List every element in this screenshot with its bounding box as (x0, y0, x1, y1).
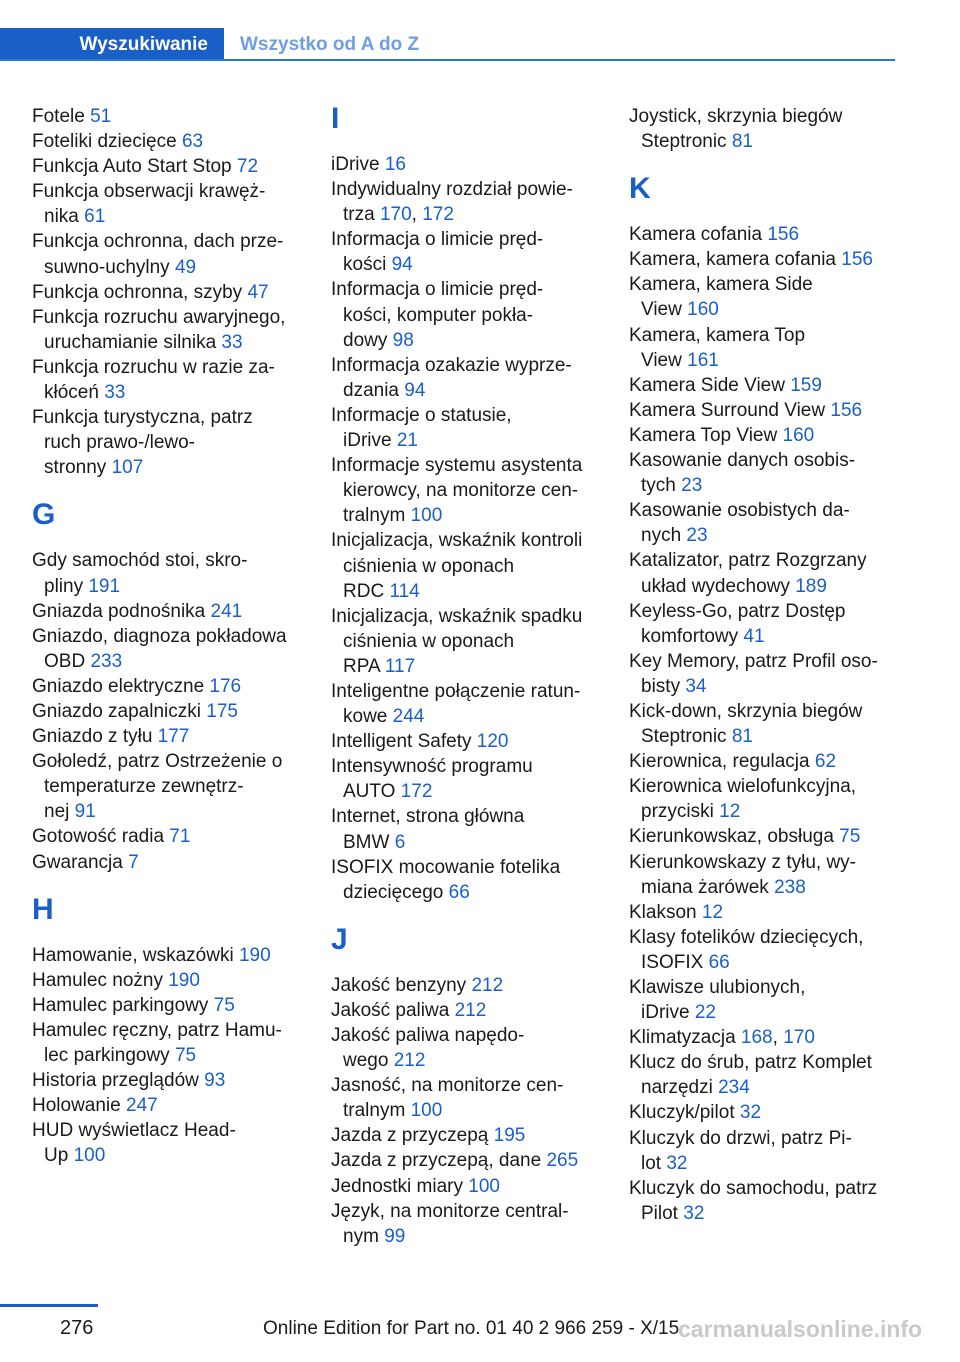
page-reference-link[interactable]: 33 (104, 382, 126, 404)
page-reference-link[interactable]: 156 (830, 399, 863, 421)
page-reference-link[interactable]: 176 (209, 675, 242, 697)
index-entry (629, 323, 895, 373)
index-entry (32, 674, 307, 699)
index-entry (32, 229, 307, 279)
index-term: Internet, strona główna BMW (331, 806, 525, 853)
index-entry (331, 973, 603, 998)
index-entry (32, 724, 307, 749)
index-term: Gniazdo z tyłu (32, 726, 158, 748)
index-entry (32, 548, 307, 598)
page-reference-link[interactable]: 191 (88, 575, 121, 597)
index-entry (629, 398, 895, 423)
page-reference-link[interactable]: 172 (422, 204, 454, 226)
index-term: Kamera, kamera Top View (629, 324, 806, 371)
index-entry (629, 649, 895, 699)
page-reference-link[interactable]: 12 (719, 801, 741, 823)
index-entry (629, 850, 895, 900)
page-reference-link[interactable]: 23 (681, 475, 703, 497)
reference-separator: , (772, 1027, 784, 1049)
page-reference-link[interactable]: 23 (686, 525, 708, 547)
index-term: Gniazdo zapalniczki (32, 700, 207, 722)
index-term: Informacje o statusie, iDrive (331, 404, 512, 452)
index-term: Kierownica wielofunkcyjna, przyciski (629, 776, 857, 823)
index-entry (629, 373, 895, 398)
index-column-3 (629, 104, 895, 1226)
index-term: ISOFIX mocowanie fotelika dziecięcego (331, 856, 561, 903)
index-term: Jazda z przyczepą (331, 1125, 494, 1147)
index-entry (32, 405, 307, 480)
index-entry (331, 604, 603, 679)
index-entry (331, 277, 603, 352)
index-term: Jakość paliwa napędo- wego (331, 1025, 525, 1072)
index-term: iDrive (331, 154, 385, 175)
index-term: Kierownica, regulacja (629, 751, 815, 773)
index-entry (629, 975, 895, 1025)
page-reference-link[interactable]: 190 (168, 969, 200, 991)
page-reference-link[interactable]: 212 (454, 999, 487, 1021)
index-entry (32, 355, 307, 405)
section-letter: G (32, 498, 56, 532)
index-term: Kamera cofania (629, 224, 768, 246)
index-term: Kamera Side View (629, 374, 791, 396)
index-term: Inicjalizacja, wskaźnik spadku ciśnienia w oponach RPA (331, 605, 583, 677)
page-reference-link[interactable]: 75 (174, 1045, 197, 1066)
page-reference-link[interactable]: 71 (169, 826, 191, 848)
page-reference-link[interactable]: 172 (400, 781, 433, 803)
index-term: Keyless-Go, patrz Dostęp komfortowy (629, 600, 846, 647)
index-entry (331, 1073, 603, 1123)
page-reference-link[interactable]: 12 (701, 901, 724, 923)
page-reference-link[interactable]: 170 (783, 1027, 815, 1049)
index-entry (32, 1093, 307, 1118)
index-term: Gwarancja (32, 851, 129, 873)
index-term: Joystick, skrzynia biegów Steptronic (629, 106, 843, 153)
page-reference-link[interactable]: 99 (384, 1225, 406, 1247)
index-entry (32, 104, 307, 129)
index-entry (32, 624, 307, 674)
index-entry (32, 154, 307, 179)
page-reference-link[interactable]: 170 (379, 204, 412, 226)
index-term: Klimatyzacja (629, 1027, 741, 1049)
page-reference-link[interactable]: 212 (471, 974, 504, 996)
page-header (0, 28, 895, 61)
page-reference-link[interactable]: 189 (795, 575, 827, 597)
page-reference-link[interactable]: 244 (392, 706, 425, 728)
index-term: Fotele (32, 106, 91, 127)
index-term: Kasowanie osobistych da- nych (629, 500, 850, 547)
index-term: Informacja o limicie pręd- kości (331, 229, 544, 276)
index-entry (32, 280, 307, 305)
index-entry (629, 824, 895, 849)
section-letter: K (629, 172, 651, 206)
index-term: Intensywność programu AUTO (331, 756, 533, 803)
page-reference-link[interactable]: 66 (448, 881, 470, 903)
page-reference-link[interactable]: 233 (90, 650, 123, 672)
index-entry (331, 453, 603, 528)
index-term: Jednostki miary (331, 1175, 469, 1197)
index-entry (331, 403, 603, 453)
page-reference-link[interactable]: 160 (782, 424, 815, 446)
index-term: Klawisze ulubionych, iDrive (629, 977, 806, 1024)
page-reference-link[interactable]: 72 (236, 156, 259, 178)
index-term: Jakość paliwa (331, 999, 455, 1021)
index-entry (331, 1123, 603, 1148)
index-entry (32, 749, 307, 824)
index-term: Kluczyk do samochodu, patrz Pilot (629, 1177, 878, 1224)
page-reference-link[interactable]: 161 (687, 349, 719, 371)
index-term: Funkcja Auto Start Stop (32, 156, 237, 178)
index-term: Kick-down, skrzynia biegów Steptronic (629, 700, 863, 748)
index-entry (32, 850, 307, 875)
index-term: HUD wyświetlacz Head- Up (32, 1120, 236, 1167)
watermark: carmanualsonline.info (678, 1316, 923, 1342)
index-term: Kamera Surround View (629, 399, 831, 421)
index-term: Klakson (629, 901, 702, 923)
index-term: Hamowanie, wskazówki (32, 944, 239, 966)
index-term: Indywidualny rozdział powie- trza (331, 179, 573, 226)
page-reference-link[interactable]: 100 (73, 1145, 106, 1167)
index-entry (331, 227, 603, 277)
index-entry (32, 129, 307, 154)
page-reference-link[interactable]: 21 (396, 430, 418, 452)
page-reference-link[interactable]: 49 (174, 256, 197, 278)
index-entry (32, 1018, 307, 1068)
index-entry (629, 222, 895, 247)
page-reference-link[interactable]: 51 (90, 106, 112, 127)
page-reference-link[interactable]: 160 (687, 299, 719, 321)
index-term: Kierunkowskazy z tyłu, wy- miana żarówek (629, 851, 857, 898)
index-entry (331, 754, 603, 804)
index-term: Kluczyk do drzwi, patrz Pi- lot (629, 1127, 852, 1174)
index-term: Kamera Top View (629, 424, 783, 446)
index-entry (331, 528, 603, 603)
index-entry (629, 247, 895, 272)
page-reference-link[interactable]: 93 (204, 1070, 226, 1092)
page-reference-link[interactable]: 6 (394, 831, 406, 853)
index-entry (32, 179, 307, 229)
index-entry (629, 1126, 895, 1176)
index-entry (629, 423, 895, 448)
index-entry (331, 353, 603, 403)
page-reference-link[interactable]: 32 (666, 1152, 688, 1174)
page-reference-link[interactable]: 98 (392, 329, 414, 351)
index-entry (629, 1100, 895, 1125)
page-reference-link[interactable]: 241 (210, 600, 243, 622)
page-reference-link[interactable]: 265 (546, 1150, 579, 1172)
index-column-1 (32, 104, 307, 1168)
page-reference-link[interactable]: 156 (767, 224, 800, 246)
index-entry (629, 1176, 895, 1226)
footer-divider (0, 1304, 98, 1307)
index-term: Hamulec parkingowy (32, 994, 214, 1016)
index-entry (629, 774, 895, 824)
index-term: Gniazdo elektryczne (32, 675, 210, 697)
index-term: Funkcja rozruchu w razie za- kłóceń (32, 356, 275, 404)
index-entry (629, 272, 895, 322)
page-reference-link[interactable]: 195 (493, 1125, 526, 1147)
index-term: Informacje systemu asystenta kierowcy, na monitorze cen- tralnym (331, 455, 583, 527)
page-reference-link[interactable]: 47 (247, 281, 269, 303)
index-entry (629, 1050, 895, 1100)
index-term: Gniazda podnośnika (32, 600, 211, 622)
index-entry (331, 1199, 603, 1249)
index-term: Jazda z przyczepą, dane (331, 1150, 547, 1172)
page-reference-link[interactable]: 33 (221, 331, 243, 353)
index-entry (629, 548, 895, 598)
page-reference-link[interactable]: 177 (157, 726, 190, 748)
index-entry (629, 104, 895, 154)
page-reference-link[interactable]: 94 (391, 254, 413, 276)
index-term: Hamulec nożny (32, 969, 169, 991)
header-divider (0, 59, 895, 61)
page-reference-link[interactable]: 159 (790, 374, 822, 396)
index-entry (32, 699, 307, 724)
index-entry (331, 1148, 603, 1173)
page-reference-link[interactable]: 32 (739, 1102, 762, 1124)
page-reference-link[interactable]: 100 (410, 1100, 443, 1122)
index-entry (629, 925, 895, 975)
page-reference-link[interactable]: 100 (410, 505, 443, 527)
index-term: Kasowanie danych osobis- tych (629, 450, 856, 497)
index-term: Funkcja obserwacji krawęż- nika (32, 181, 266, 228)
page-reference-link[interactable]: 22 (694, 1002, 716, 1024)
page-reference-link[interactable]: 34 (685, 675, 707, 697)
edition-note: Online Edition for Part no. 01 40 2 966 259 - X/15 (263, 1318, 680, 1339)
index-term: Kierunkowskaz, obsługa (629, 826, 840, 848)
page-reference-link[interactable]: 81 (731, 131, 753, 153)
index-term: Informacja o limicie pręd- kości, komputer pokła- dowy (331, 279, 544, 351)
index-entry (32, 943, 307, 968)
index-entry (629, 699, 895, 749)
index-entry (331, 1174, 603, 1199)
index-entry (32, 968, 307, 993)
index-term: Gołoledź, patrz Ostrzeżenie o temperaturze zewnętrz- nej (32, 751, 283, 823)
page-reference-link[interactable]: 107 (111, 457, 144, 479)
index-term: Intelligent Safety (331, 731, 477, 753)
index-term: Informacja ozakazie wyprze- dzania (331, 354, 572, 401)
index-term: Key Memory, patrz Profil oso- bisty (629, 650, 878, 697)
index-term: Gotowość radia (32, 826, 170, 848)
page-reference-link[interactable]: 75 (213, 994, 235, 1016)
page-reference-link[interactable]: 100 (468, 1175, 500, 1197)
index-entry (331, 177, 603, 227)
page-reference-link[interactable]: 91 (74, 801, 96, 823)
page-number: 276 (60, 1317, 94, 1339)
index-entry (629, 1025, 895, 1050)
index-entry (331, 679, 603, 729)
index-term: Funkcja ochronna, dach prze- suwno-uchylny (32, 231, 284, 278)
index-entry (629, 498, 895, 548)
index-entry (629, 749, 895, 774)
index-term: Kamera, kamera Side View (629, 274, 813, 321)
index-entry (32, 1068, 307, 1093)
index-entry (331, 729, 603, 754)
section-letter: I (331, 102, 340, 135)
index-term: Holowanie (32, 1095, 126, 1117)
page-reference-link[interactable]: 41 (743, 625, 765, 647)
page-reference-link[interactable]: 238 (774, 876, 806, 898)
page-reference-link[interactable]: 81 (731, 726, 753, 748)
index-entry (331, 1023, 603, 1073)
tab-wszystko-od-a-do-z[interactable]: Wszystko od A do Z (240, 33, 420, 55)
index-term: Klucz do śrub, patrz Komplet narzędzi (629, 1052, 872, 1099)
index-term: Historia przeglądów (32, 1070, 205, 1092)
index-term: Jakość benzyny (331, 974, 472, 996)
index-entry (32, 993, 307, 1018)
index-entry (629, 448, 895, 498)
index-term: Kluczyk/pilot (629, 1102, 740, 1124)
index-term: Foteliki dziecięce (32, 131, 182, 153)
tab-wyszukiwanie[interactable]: Wyszukiwanie (0, 28, 224, 61)
index-term: Gdy samochód stoi, skro- pliny (32, 550, 248, 597)
page-reference-link[interactable]: 190 (238, 944, 271, 966)
index-entry (331, 998, 603, 1023)
index-entry (331, 152, 603, 177)
page-reference-link[interactable]: 156 (841, 249, 873, 271)
index-term: Klasy fotelików dziecięcych, ISOFIX (629, 926, 864, 973)
page-reference-link[interactable]: 247 (126, 1095, 158, 1117)
page-reference-link[interactable]: 120 (476, 731, 509, 753)
index-term: Funkcja ochronna, szyby (32, 281, 248, 303)
index-entry (32, 599, 307, 624)
index-term: Gniazdo, diagnoza pokładowa OBD (32, 625, 287, 672)
index-entry (629, 599, 895, 649)
index-entry (331, 855, 603, 905)
page-reference-link[interactable]: 61 (84, 206, 106, 228)
index-entry (32, 305, 307, 355)
index-entry (32, 1118, 307, 1168)
index-column-2 (331, 104, 603, 1249)
index-entry (629, 900, 895, 925)
index-entry (331, 804, 603, 854)
index-term: Funkcja turystyczna, patrz ruch prawo-/lewo- stronny (32, 407, 253, 479)
page-reference-link[interactable]: 175 (206, 700, 238, 722)
index-term: Katalizator, patrz Rozgrzany układ wydechowy (629, 550, 867, 597)
index-entry (32, 824, 307, 849)
page-reference-link[interactable]: 117 (384, 655, 416, 677)
page-reference-link[interactable]: 66 (708, 951, 730, 973)
reference-separator: , (411, 204, 423, 226)
page-reference-link[interactable]: 16 (384, 154, 406, 175)
page-reference-link[interactable]: 168 (740, 1027, 773, 1049)
page-reference-link[interactable]: 94 (404, 379, 426, 401)
page-reference-link[interactable]: 234 (718, 1077, 750, 1099)
section-letter: J (331, 922, 348, 956)
page-reference-link[interactable]: 212 (393, 1050, 426, 1072)
index-term: Jasność, na monitorze cen- tralnym (331, 1075, 564, 1122)
section-letter: H (32, 892, 54, 926)
page-reference-link[interactable]: 75 (839, 826, 861, 848)
index-term: Inteligentne połączenie ratun- kowe (331, 680, 581, 728)
page-reference-link[interactable]: 62 (814, 751, 837, 773)
index-term: Hamulec ręczny, patrz Hamu- lec parkingowy (32, 1019, 282, 1066)
page-reference-link[interactable]: 63 (181, 131, 204, 153)
page-reference-link[interactable]: 7 (128, 851, 139, 873)
page-reference-link[interactable]: 32 (683, 1202, 705, 1224)
index-term: Funkcja rozruchu awaryjnego, uruchamianie silnika (32, 306, 286, 353)
index-term: Inicjalizacja, wskaźnik kontroli ciśnienia w oponach RDC (331, 530, 583, 602)
index-term: Kamera, kamera cofania (629, 249, 842, 271)
page-reference-link[interactable]: 114 (389, 580, 420, 602)
index-term: Język, na monitorze central- nym (331, 1200, 569, 1247)
